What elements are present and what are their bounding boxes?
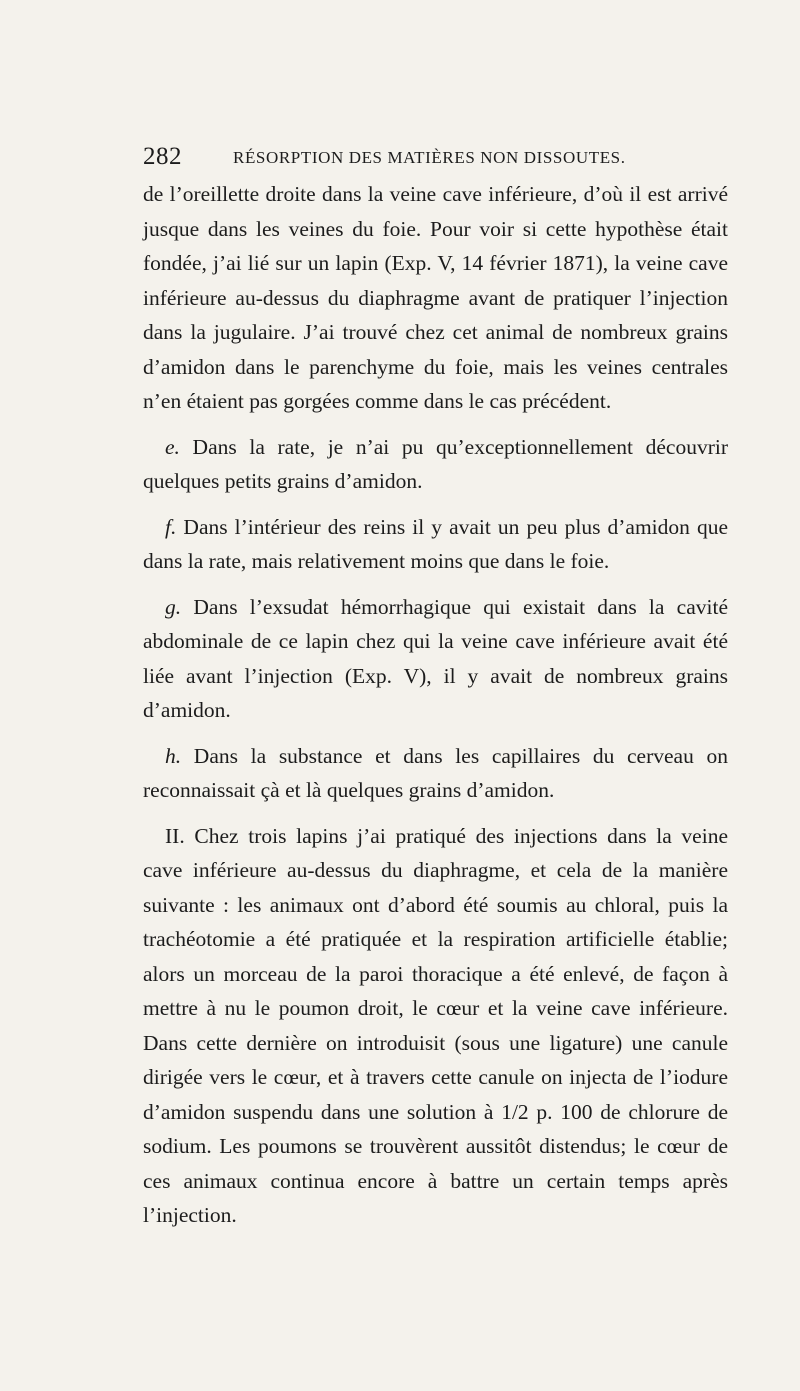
- paragraph-text: Dans la rate, je n’ai pu qu’exceptionnellement découvrir quelques petits grains d’amidon.: [143, 434, 729, 493]
- paragraph-text: Dans l’exsudat hémorrhagique qui existait dans la cavité abdominale de ce lapin chez qui la veine cave inférieure avait été liée avant l’injection (Exp. V), il y avait de nombreux grains d’amidon.: [143, 594, 729, 722]
- paragraph-text: Dans l’intérieur des reins il y avait un peu plus d’amidon que dans la rate, mais relativement moins que dans le foie.: [143, 514, 728, 573]
- running-title: RÉSORPTION DES MATIÈRES NON DISSOUTES.: [233, 148, 626, 167]
- body-text: [143, 177, 728, 1233]
- paragraph-label: h.: [165, 743, 182, 768]
- paragraph-text: Dans la substance et dans les capillaires du cerveau on reconnaissait çà et là quelques grains d’amidon.: [143, 743, 728, 802]
- paragraph-section-ii: [143, 819, 728, 1233]
- paragraph-text: Chez trois lapins j’ai pratiqué des injections dans la veine cave inférieure au-dessus du diaphragme, et cela de la manière suivante : les animaux ont d’abord été soumis au chloral, puis la trachéotomie a été pratiquée et la respiration artificielle établie; alors un morceau de la paroi thoracique a été enlevé, de façon à mettre à nu le poumon droit, le cœur et la veine cave inférieure. Dans cette dernière on introduisit (sous une ligature) une canule dirigée vers le cœur, et à travers cette canule on injecta de l’iodure d’amidon suspendu dans une solution à 1/2 p. 100 de chlorure de sodium. Les poumons se trouvèrent aussitôt distendus; le cœur de ces animaux continua encore à battre un certain temps après l’injection.: [143, 823, 728, 1227]
- paragraph-continuation: [143, 177, 728, 419]
- paragraph-e: [143, 430, 728, 499]
- paragraph-label: f.: [165, 514, 177, 539]
- paragraph-text: de l’oreillette droite dans la veine cave inférieure, d’où il est arrivé jusque dans les veines du foie. Pour voir si cette hypothèse était fondée, j’ai lié sur un lapin (Exp. V, 14 février 1871), la veine cave inférieure au-dessus du diaphragme avant de pratiquer l’injection dans la jugulaire. J’ai trouvé chez cet animal de nombreux grains d’amidon dans le parenchyme du foie, mais les veines centrales n’en étaient pas gorgées comme dans le cas précédent.: [143, 182, 728, 413]
- paragraph-label: e.: [165, 434, 180, 459]
- paragraph-g: [143, 590, 728, 728]
- paragraph-f: [143, 510, 728, 579]
- section-label: II.: [165, 823, 185, 848]
- paragraph-h: [143, 739, 728, 808]
- running-header: [143, 143, 728, 173]
- paragraph-label: g.: [165, 594, 182, 619]
- page-number: 282: [143, 143, 182, 170]
